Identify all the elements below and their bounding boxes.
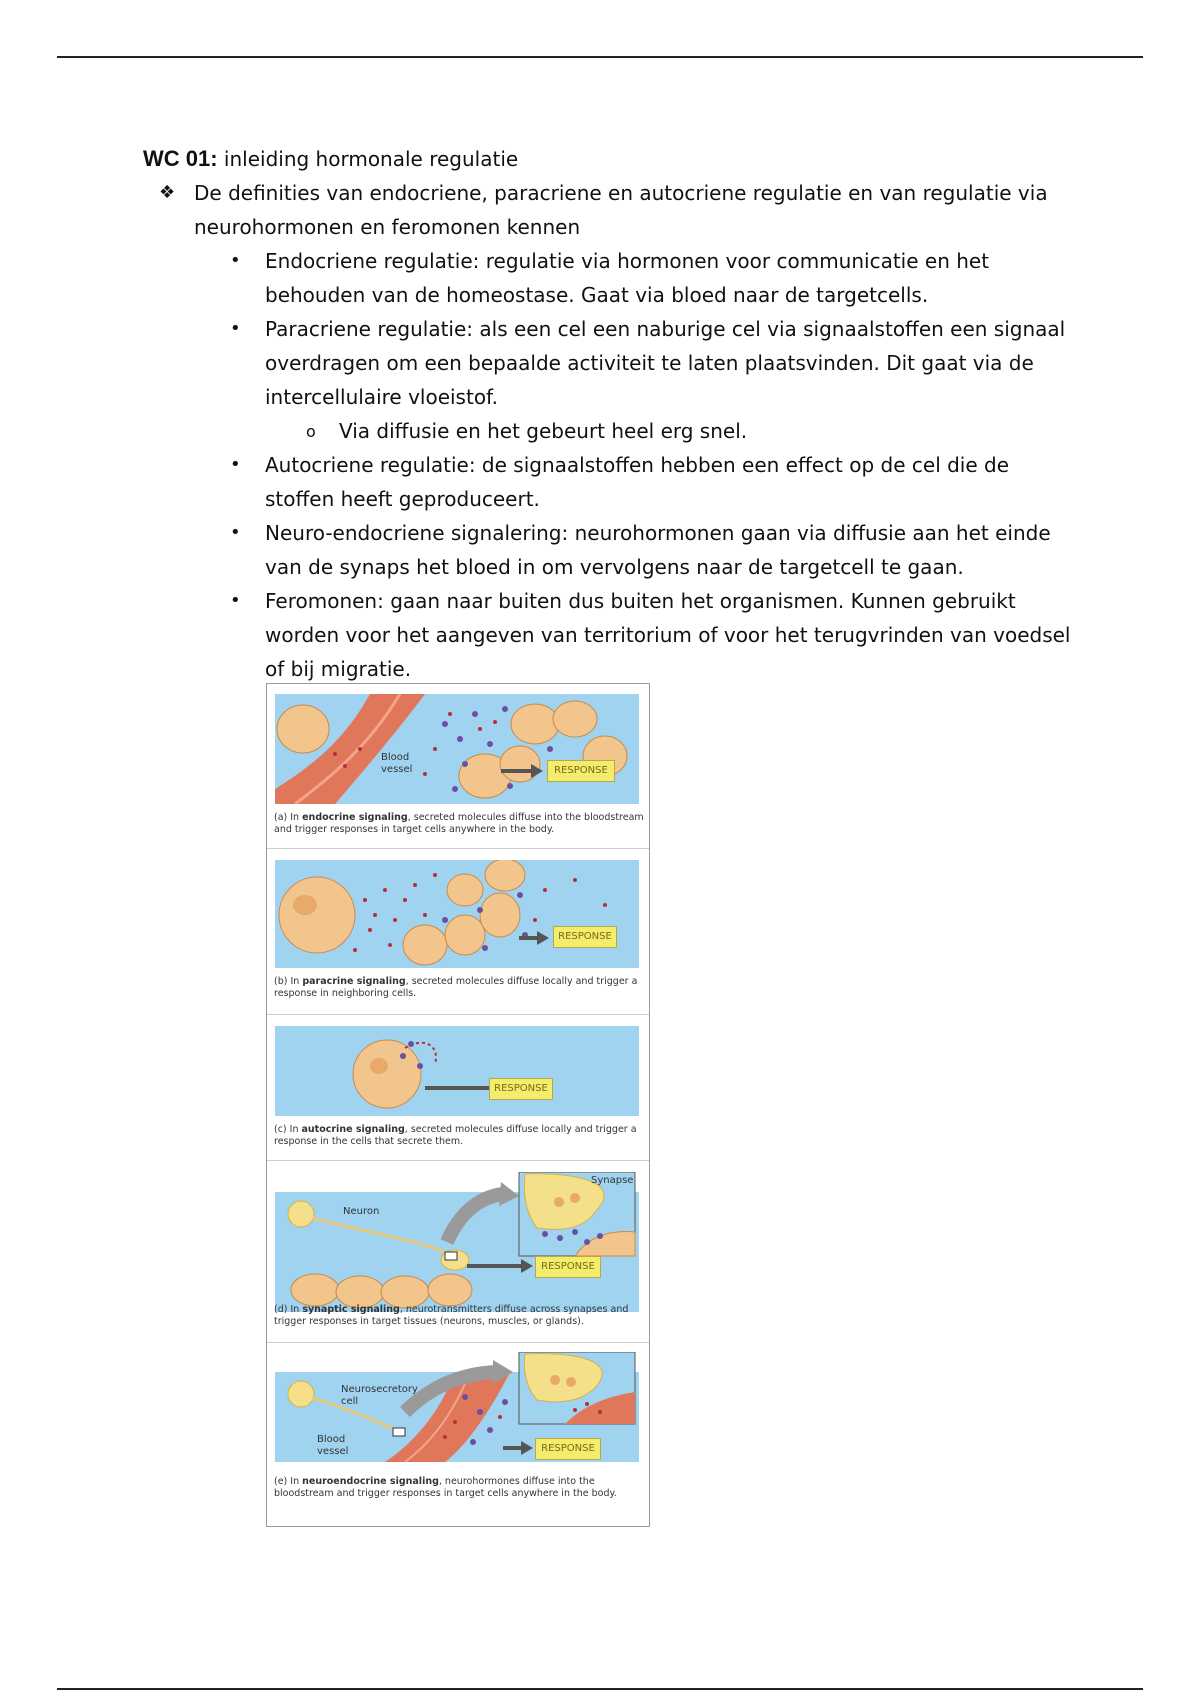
response-box: RESPONSE [535, 1256, 601, 1278]
synaptic-illustration [275, 1172, 639, 1312]
definition-list [143, 244, 1083, 414]
response-box: RESPONSE [535, 1438, 601, 1460]
definition-list-continued [143, 448, 1083, 686]
autocrine-illustration [275, 1026, 639, 1116]
definition-paracrine: Paracriene regulatie: als een cel een naburige cel via signaalstoffen een signaal overdragen om een bepaalde activiteit te laten plaatsvinden. Dit gaat via de intercellulaire vloeistof. [265, 317, 1066, 409]
caption-d: (d) In synaptic signaling, neurotransmitters diffuse across synapses and trigger responses in target tissues (neurons, muscles, or glands). [274, 1304, 629, 1327]
panel-divider [267, 1160, 649, 1161]
signaling-figure [266, 683, 650, 1527]
heading-code: WC 01: [143, 146, 218, 171]
definition-pheromones: Feromonen: gaan naar buiten dus buiten het organismen. Kunnen gebruikt worden voor het aangeven van territorium of voor het terugvrinden van voedsel of bij migratie. [265, 589, 1071, 681]
panel-divider [267, 1342, 649, 1343]
synapse-label: Synapse [591, 1175, 634, 1186]
panel-paracrine [275, 860, 639, 968]
endocrine-illustration [275, 694, 639, 804]
panel-neuroendocrine [275, 1352, 639, 1462]
footer-rule [57, 1688, 1143, 1690]
caption-a: (a) In endocrine signaling, secreted molecules diffuse into the bloodstream and trigger responses in target cells anywhere in the body. [274, 812, 644, 835]
response-box: RESPONSE [547, 760, 615, 782]
panel-synaptic [275, 1172, 639, 1312]
header-rule [57, 56, 1143, 58]
sub-item-text: Via diffusie en het gebeurt heel erg snel. [339, 419, 748, 443]
list-item [143, 516, 1083, 584]
objective-text: De definities van endocriene, paracriene en autocriene regulatie en van regulatie via neurohormonen en feromonen kennen [194, 181, 1048, 239]
objective-item [143, 176, 1083, 244]
list-item [143, 584, 1083, 686]
caption-b: (b) In paracrine signaling, secreted molecules diffuse locally and trigger a response in neighboring cells. [274, 976, 638, 999]
list-item [143, 312, 1083, 414]
paracrine-illustration [275, 860, 639, 968]
section-heading [143, 144, 1083, 174]
neuron-label: Neuron [343, 1206, 380, 1217]
diamond-bullet-icon: ❖ [159, 182, 176, 203]
definition-autocrine: Autocriene regulatie: de signaalstoffen hebben een effect op de cel die de stoffen heeft geproduceert. [265, 453, 1010, 511]
bullet-icon: • [230, 522, 241, 543]
neurosecretory-label: Neurosecretory cell [341, 1384, 418, 1407]
panel-divider [267, 848, 649, 849]
sub-list-item [143, 414, 1083, 448]
bullet-icon: • [230, 318, 241, 339]
bullet-icon: • [230, 454, 241, 475]
blood-vessel-label-a: Blood vessel [381, 752, 413, 775]
panel-endocrine [275, 694, 639, 804]
document-body [143, 144, 1083, 686]
list-item [143, 244, 1083, 312]
bullet-icon: • [230, 590, 241, 611]
panel-divider [267, 1014, 649, 1015]
panel-autocrine [275, 1026, 639, 1116]
caption-c: (c) In autocrine signaling, secreted molecules diffuse locally and trigger a response in the cells that secrete them. [274, 1124, 637, 1147]
definition-endocrine: Endocriene regulatie: regulatie via hormonen voor communicatie en het behouden van de homeostase. Gaat via bloed naar de targetcells. [265, 249, 990, 307]
list-item [143, 448, 1083, 516]
bullet-icon: • [230, 250, 241, 271]
caption-e: (e) In neuroendocrine signaling, neurohormones diffuse into the bloodstream and trigger responses in target cells anywhere in the body. [274, 1476, 617, 1499]
heading-text: inleiding hormonale regulatie [217, 147, 519, 171]
definition-neuroendocrine: Neuro-endocriene signalering: neurohormonen gaan via diffusie aan het einde van de synaps het bloed in om vervolgens naar de targetcell te gaan. [265, 521, 1051, 579]
circle-bullet-icon: o [306, 422, 316, 441]
response-box: RESPONSE [489, 1078, 553, 1100]
response-box: RESPONSE [553, 926, 617, 948]
blood-vessel-label-e: Blood vessel [317, 1434, 349, 1457]
